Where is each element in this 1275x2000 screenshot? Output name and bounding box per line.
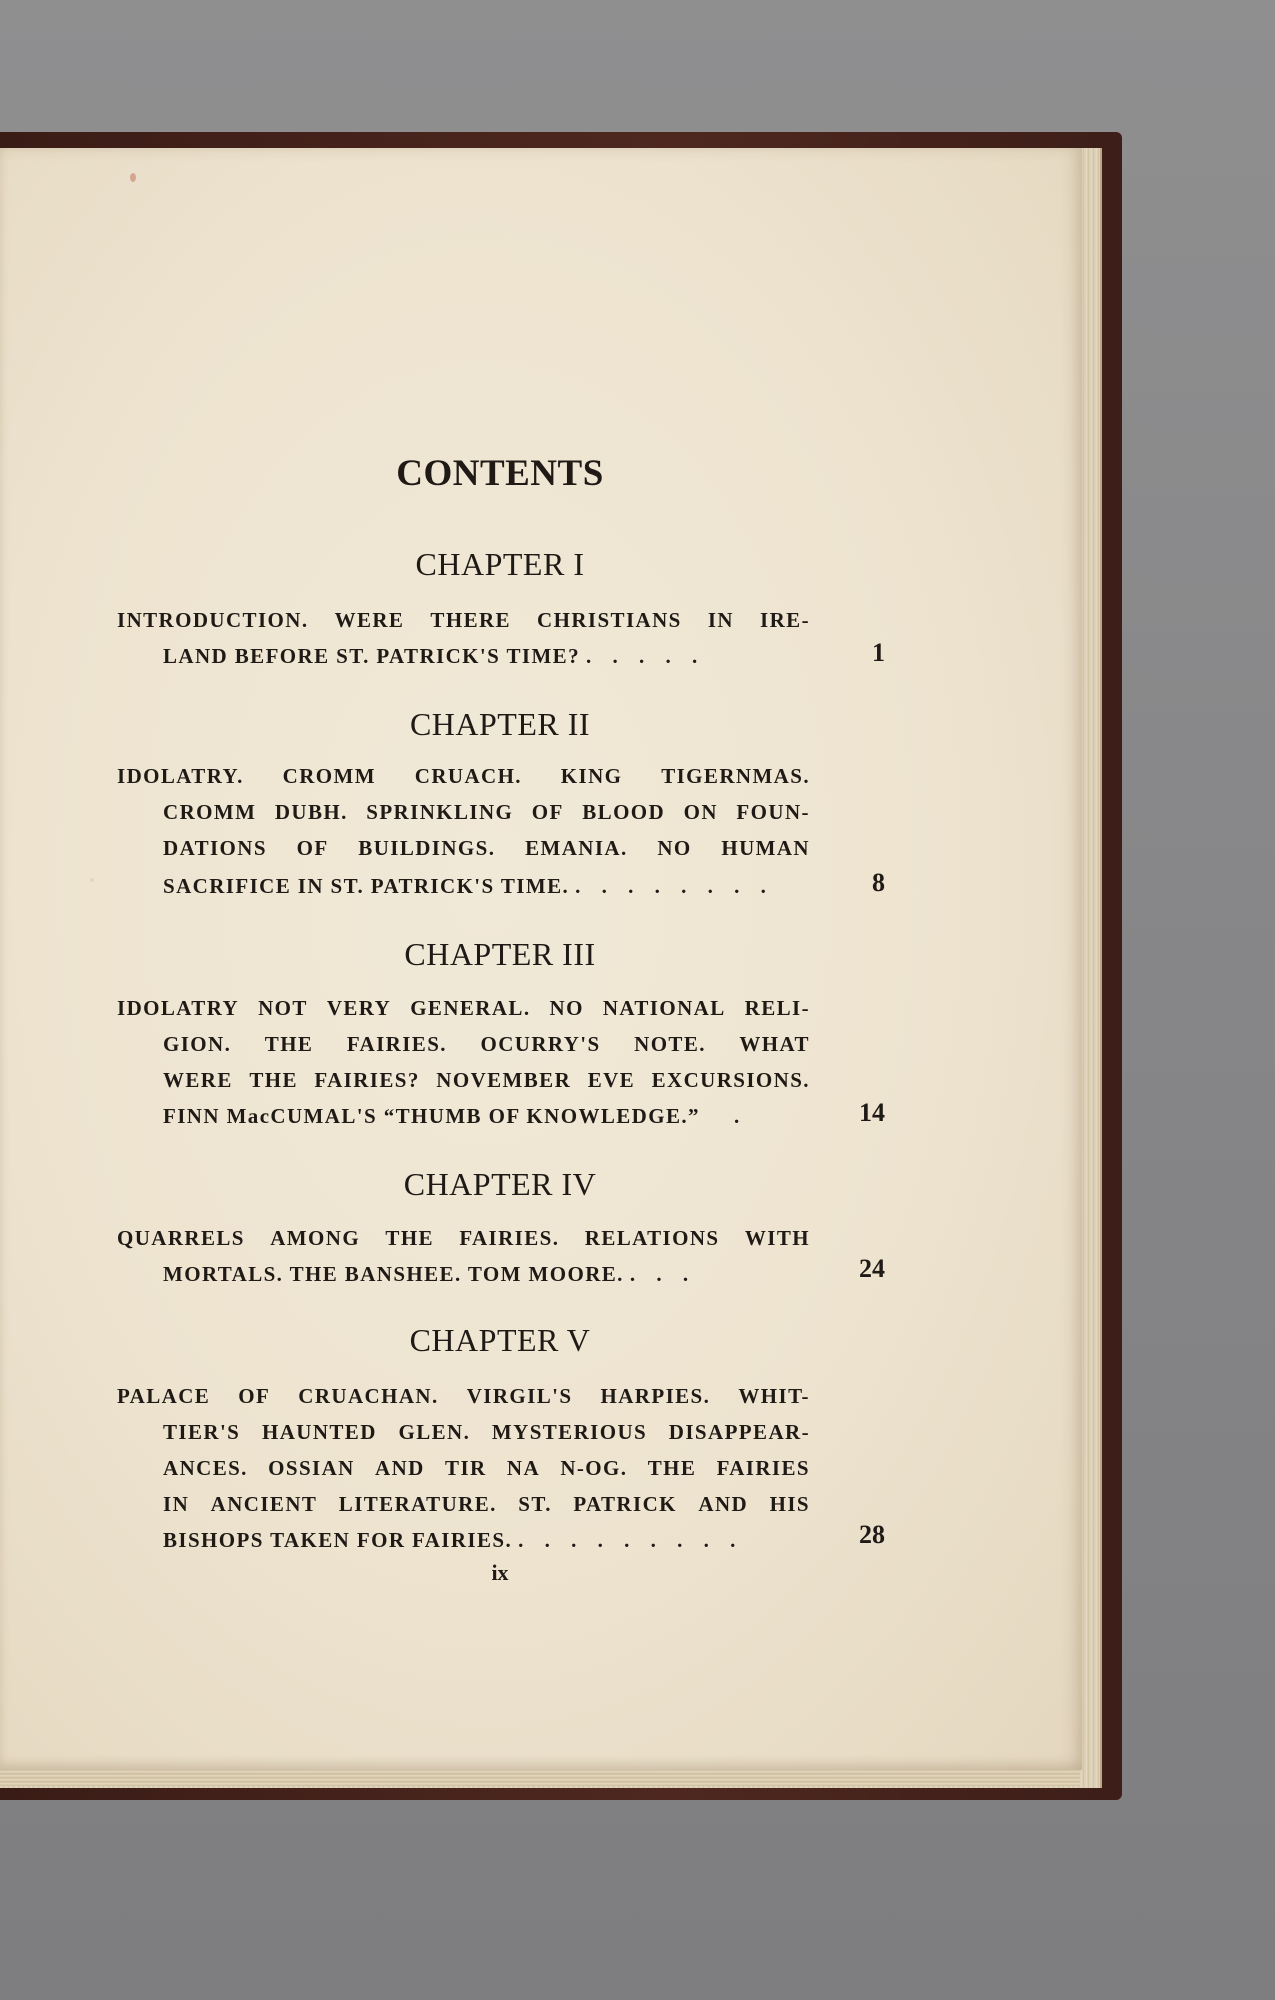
line-word: AND <box>375 1456 425 1480</box>
chapter-1-line-1 <box>117 608 810 633</box>
line-word: ON <box>683 800 718 824</box>
line-word: ANCES. <box>163 1456 248 1480</box>
line-word: HIS <box>769 1492 810 1516</box>
line-word: NOTE. <box>634 1032 706 1056</box>
line-word: NOT <box>258 996 308 1020</box>
line-word: THE <box>249 1068 298 1092</box>
line-word: BLOOD <box>582 800 666 824</box>
line-word: IN <box>163 1492 190 1516</box>
chapter-2-line-4 <box>163 874 810 899</box>
page-folio: ix <box>491 1560 509 1585</box>
line-word: HUMAN <box>721 836 810 860</box>
line-word: OCURRY'S <box>480 1032 601 1056</box>
chapter-3-line-2 <box>163 1032 810 1057</box>
line-word: TIGERNMAS. <box>661 764 810 788</box>
chapter-2-line-1 <box>117 764 810 789</box>
line-word: IDOLATRY <box>117 996 240 1020</box>
chapter-5-line-1 <box>117 1384 810 1409</box>
line-word: OF <box>238 1384 271 1408</box>
chapter-3-line-4-text: FINN MacCUMAL'S “THUMB OF KNOWLEDGE.” <box>163 1104 700 1128</box>
leader-dots: . . . . . . . . . <box>518 1528 744 1552</box>
chapter-2-line-3 <box>163 836 810 861</box>
line-word: CRUACH. <box>414 764 522 788</box>
leader-dots: . <box>733 1104 748 1128</box>
line-word: RELATIONS <box>584 1226 720 1250</box>
line-word: AMONG <box>270 1226 361 1250</box>
chapter-3-line-3 <box>163 1068 810 1093</box>
line-word: WERE <box>334 608 405 632</box>
line-word: TIR <box>445 1456 487 1480</box>
chapter-2-page-number: 8 <box>872 868 885 897</box>
leader-dots: . . . . . <box>586 644 706 668</box>
line-word: GENERAL. <box>410 996 531 1020</box>
chapter-4-line-2-text: MORTALS. THE BANSHEE. TOM MOORE. <box>163 1262 624 1286</box>
line-word: WHAT <box>739 1032 810 1056</box>
chapter-1-line-2 <box>163 644 810 669</box>
line-word: GION. <box>163 1032 232 1056</box>
line-word: CROMM <box>163 800 257 824</box>
chapter-4-page-number: 24 <box>859 1254 885 1283</box>
chapter-3-line-4 <box>163 1104 810 1129</box>
line-word: FOUN- <box>736 800 810 824</box>
line-word: VERY <box>326 996 392 1020</box>
line-word: THERE <box>430 608 511 632</box>
line-word: NOVEMBER <box>436 1068 572 1092</box>
line-word: IRE- <box>760 608 810 632</box>
paper-stain <box>90 878 94 882</box>
line-word: ST. <box>518 1492 552 1516</box>
chapter-heading-1: CHAPTER I <box>415 546 585 582</box>
line-word: FAIRIES <box>716 1456 810 1480</box>
line-word: LITERATURE. <box>338 1492 497 1516</box>
line-word: CHRISTIANS <box>537 608 682 632</box>
line-word: AND <box>698 1492 749 1516</box>
line-word: NO <box>657 836 692 860</box>
line-word: SPRINKLING <box>366 800 514 824</box>
chapter-heading-4: CHAPTER IV <box>403 1166 597 1202</box>
chapter-1-line-2-text: LAND BEFORE ST. PATRICK'S TIME? <box>163 644 580 668</box>
chapter-4-line-1 <box>117 1226 810 1251</box>
line-word: DATIONS <box>163 836 267 860</box>
chapter-2-line-4-text: SACRIFICE IN ST. PATRICK'S TIME. <box>163 874 570 898</box>
line-word: PATRICK <box>573 1492 677 1516</box>
line-word: EXCURSIONS. <box>651 1068 810 1092</box>
line-word: N-OG. <box>560 1456 628 1480</box>
line-word: INTRODUCTION. <box>117 608 309 632</box>
line-word: NO <box>549 996 584 1020</box>
line-word: WHIT- <box>738 1384 810 1408</box>
line-word: KING <box>560 764 623 788</box>
chapter-5-line-2 <box>163 1420 810 1445</box>
chapter-heading-3: CHAPTER III <box>404 936 596 972</box>
line-word: PALACE <box>117 1384 211 1408</box>
line-word: WERE <box>163 1068 233 1092</box>
line-word: OF <box>296 836 329 860</box>
line-word: OF <box>531 800 564 824</box>
line-word: IN <box>707 608 734 632</box>
line-word: EMANIA. <box>525 836 628 860</box>
chapter-3-line-1 <box>117 996 810 1021</box>
line-word: GLEN. <box>398 1420 471 1444</box>
line-word: DISAPPEAR- <box>668 1420 810 1444</box>
line-word: MYSTERIOUS <box>491 1420 648 1444</box>
chapter-1-page-number: 1 <box>872 638 885 667</box>
chapter-5-line-5-text: BISHOPS TAKEN FOR FAIRIES. <box>163 1528 513 1552</box>
chapter-heading-5: CHAPTER V <box>409 1322 591 1358</box>
line-word: THE <box>647 1456 697 1480</box>
leader-dots: . . . <box>629 1262 697 1286</box>
line-word: NATIONAL <box>602 996 726 1020</box>
chapter-4-line-2 <box>163 1262 810 1287</box>
line-word: IDOLATRY. <box>117 764 244 788</box>
line-word: THE <box>264 1032 314 1056</box>
line-word: FAIRIES. <box>346 1032 447 1056</box>
line-word: CRUACHAN. <box>298 1384 439 1408</box>
chapter-5-page-number: 28 <box>859 1520 885 1549</box>
line-word: HAUNTED <box>261 1420 377 1444</box>
line-word: CROMM <box>282 764 376 788</box>
line-word: NA <box>506 1456 541 1480</box>
line-word: HARPIES. <box>600 1384 711 1408</box>
chapter-5-line-5 <box>163 1528 810 1553</box>
line-word: EVE <box>587 1068 636 1092</box>
line-word: TIER'S <box>163 1420 241 1444</box>
line-word: WITH <box>744 1226 810 1250</box>
chapter-heading-2: CHAPTER II <box>409 706 591 742</box>
chapter-5-line-4 <box>163 1492 810 1517</box>
contents-column <box>115 0 885 2000</box>
chapter-5-line-3 <box>163 1456 810 1481</box>
line-word: OSSIAN <box>268 1456 355 1480</box>
line-word: FAIRIES? <box>314 1068 420 1092</box>
line-word: ANCIENT <box>210 1492 318 1516</box>
line-word: QUARRELS <box>117 1226 245 1250</box>
leader-dots: . . . . . . . . <box>575 874 774 898</box>
line-word: DUBH. <box>274 800 348 824</box>
line-word: BUILDINGS. <box>358 836 496 860</box>
chapter-2-line-2 <box>163 800 810 825</box>
line-word: RELI- <box>744 996 810 1020</box>
line-word: THE <box>385 1226 434 1250</box>
chapter-3-page-number: 14 <box>859 1098 885 1127</box>
line-word: VIRGIL'S <box>466 1384 573 1408</box>
page-title: CONTENTS <box>396 453 604 494</box>
line-word: FAIRIES. <box>459 1226 560 1250</box>
